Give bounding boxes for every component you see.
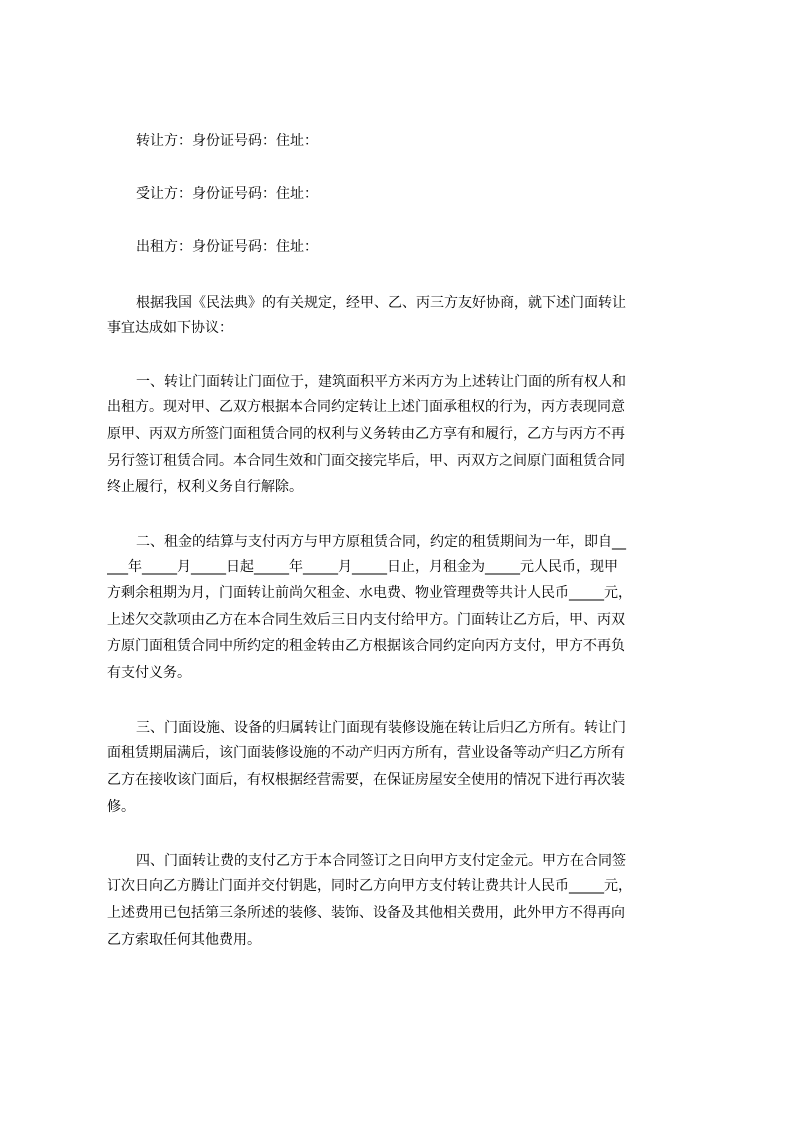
transferee-line: 受让方：身份证号码：住址： [136,186,318,202]
clause2-line-1: 二、租金的结算与支付丙方与甲方原租赁合同，约定的租赁期间为一年，即自__ [136,534,626,550]
clause3-line-4: 修。 [107,799,135,815]
preamble-line-2: 事宜达成如下协议： [107,320,233,336]
clause1-line-4: 另行签订租赁合同。本合同生效和门面交接完毕后，甲、丙双方之间原门面租赁合同 [107,453,625,469]
clause3-line-1: 三、门面设施、设备的归属转让门面现有装修设施在转让后归乙方所有。转让门 [136,720,626,736]
clause2-line-4: 上述欠交款项由乙方在本合同生效后三日内支付给甲方。门面转让乙方后，甲、丙双 [107,612,625,628]
clause4-line-3: 上述费用已包括第三条所述的装修、装饰、设备及其他相关费用，此外甲方不得再向 [107,905,625,921]
clause2-line-6: 有支付义务。 [107,665,191,681]
clause1-line-3: 原甲、丙双方所签门面租赁合同的权利与义务转由乙方享有和履行，乙方与丙方不再 [107,426,625,442]
clause2-line-3: 方剩余租期为月，门面转让前尚欠租金、水电费、物业管理费等共计人民币_____元， [107,585,632,601]
clause3-line-2: 面租赁期届满后，该门面装修设施的不动产归丙方所有，营业设备等动产归乙方所有 [107,745,625,761]
clause4-line-2: 订次日向乙方腾让门面并交付钥匙，同时乙方向甲方支付转让费共计人民币_____元， [107,878,632,894]
clause1-line-2: 出租方。现对甲、乙双方根据本合同约定转让上述门面承租权的行为，丙方表现同意 [107,399,625,415]
clause1-line-1: 一、转让门面转让门面位于，建筑面积平方米丙方为上述转让门面的所有权人和 [136,374,626,390]
clause3-line-3: 乙方在接收该门面后，有权根据经营需要，在保证房屋安全使用的情况下进行再次装 [107,772,625,788]
lessor-line: 出租方：身份证号码：住址： [136,239,318,255]
transferor-line: 转让方：身份证号码：住址： [136,133,318,149]
clause1-line-5: 终止履行，权利义务自行解除。 [107,479,303,495]
clause2-line-2: ___年_____月_____日起_____年_____月_____日止，月租金为_____元人民币，现甲 [107,559,618,575]
clause4-line-4: 乙方索取任何其他费用。 [107,932,261,948]
preamble-line-1: 根据我国《民法典》的有关规定，经甲、乙、丙三方友好协商，就下述门面转让 [136,295,626,311]
clause2-line-5: 方原门面租赁合同中所约定的租金转由乙方根据该合同约定向丙方支付，甲方不再负 [107,638,625,654]
clause4-line-1: 四、门面转让费的支付乙方于本合同签订之日向甲方支付定金元。甲方在合同签 [136,853,626,869]
